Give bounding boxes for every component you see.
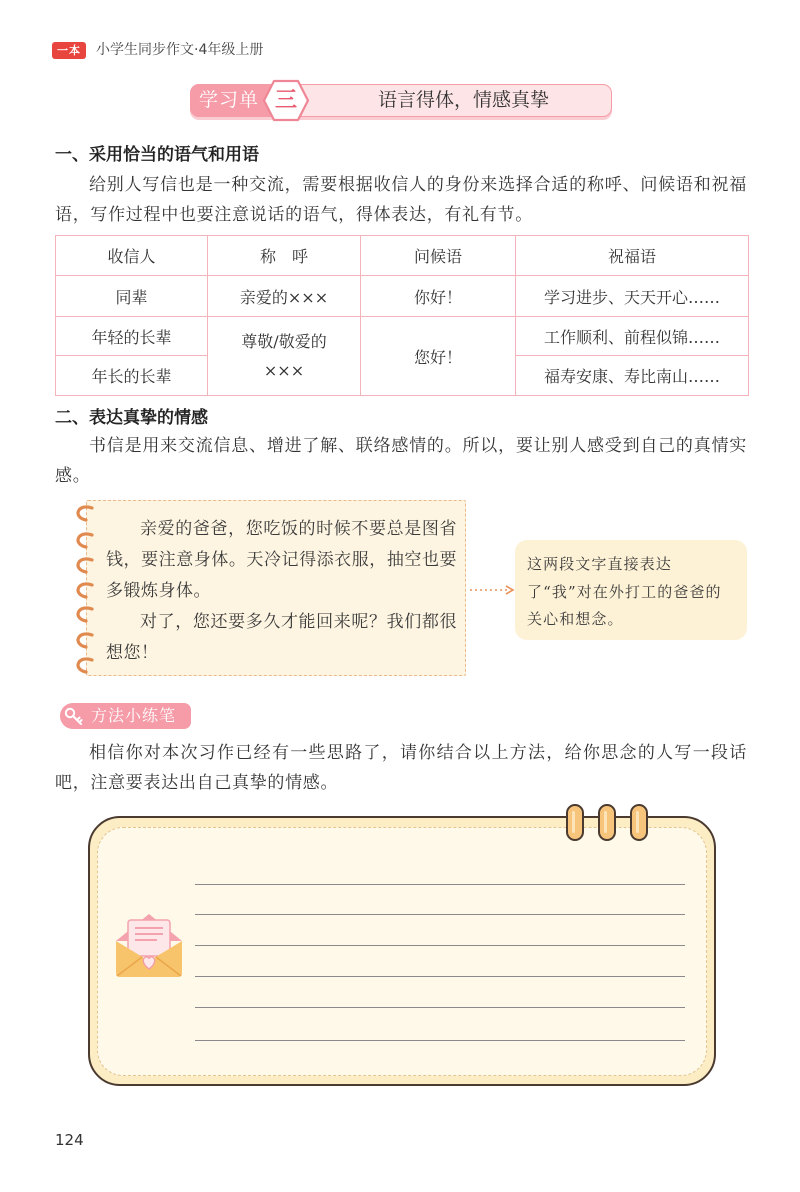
letter-phrases-table xyxy=(55,235,749,396)
spiral-coil xyxy=(78,534,92,547)
header-greeting: 问候语 xyxy=(361,236,516,276)
binder-clip xyxy=(566,804,584,841)
spiral-coil xyxy=(78,634,92,647)
section-heading-tone: 一、采用恰当的语气和用语 xyxy=(55,145,259,165)
cell-salutation-text: 尊敬/敬爱的××× xyxy=(241,332,327,380)
writing-line xyxy=(195,1007,685,1008)
practice-paragraph: 相信你对本次习作已经有一些思路了，请你结合以上方法，给你思念的人写一段话吧，注意要表达出自己真挚的情感。 xyxy=(55,743,747,793)
page-number: 124 xyxy=(55,1131,84,1149)
spiral-coil xyxy=(78,559,92,572)
section-paragraph-emotion: 书信是用来交流信息、增进了解、联络感情的。所以，要让别人感受到自己的真情实感。 xyxy=(55,436,747,486)
table-row xyxy=(56,276,749,317)
binder-clip xyxy=(598,804,616,841)
header-salutation: 称 呼 xyxy=(208,236,361,276)
header-blessing: 祝福语 xyxy=(516,236,749,276)
writing-pad-inner xyxy=(97,827,707,1076)
spiral-coil xyxy=(78,507,92,520)
cell-blessing: 福寿安康、寿比南山…… xyxy=(516,356,749,396)
writing-line xyxy=(195,884,685,885)
spiral-binding-icon xyxy=(66,500,100,676)
key-icon xyxy=(62,704,86,728)
annotation-note xyxy=(515,540,747,640)
cell-greeting: 您好！ xyxy=(361,317,516,396)
publisher-logo: 一本 xyxy=(52,42,86,59)
dotted-arrow-icon xyxy=(468,584,516,596)
example-letter-paragraph: 对了，您还要多久才能回来呢？我们都很想您！ xyxy=(106,612,457,663)
section-heading-emotion: 二、表达真挚的情感 xyxy=(55,408,208,428)
writing-line xyxy=(195,976,685,977)
cell-recipient: 年轻的长辈 xyxy=(56,317,208,356)
spiral-coil xyxy=(78,659,92,672)
table-row xyxy=(56,317,749,356)
cell-blessing: 学习进步、天天开心…… xyxy=(516,276,749,317)
page-title: 语言得体，情感真挚 xyxy=(378,89,550,111)
book-title: 小学生同步作文·4年级上册 xyxy=(96,42,264,58)
cell-recipient: 同辈 xyxy=(56,276,208,317)
writing-line xyxy=(195,1040,685,1041)
section-paragraph-tone: 给别人写信也是一种交流，需要根据收信人的身份来选择合适的称呼、问候语和祝福语，写作过程中也要注意说话的语气，得体表达，有礼有节。 xyxy=(55,175,747,225)
header-recipient: 收信人 xyxy=(56,236,208,276)
writing-line xyxy=(195,945,685,946)
envelope-heart-icon xyxy=(112,907,186,981)
example-letter-notebook xyxy=(86,500,466,676)
table-header-row xyxy=(56,236,749,276)
cell-recipient: 年长的长辈 xyxy=(56,356,208,396)
annotation-text: 这两段文字直接表达了“我”对在外打工的爸爸的关心和想念。 xyxy=(527,555,722,628)
cell-greeting: 你好！ xyxy=(361,276,516,317)
binder-clip xyxy=(630,804,648,841)
spiral-coil xyxy=(78,584,92,597)
cell-salutation: 亲爱的××× xyxy=(208,276,361,317)
writing-line xyxy=(195,914,685,915)
banner-tag: 学习单 xyxy=(190,84,276,117)
cell-blessing: 工作顺利、前程似锦…… xyxy=(516,317,749,356)
lesson-number: 三 xyxy=(274,88,297,113)
cell-salutation xyxy=(208,317,361,396)
example-letter-paragraph: 亲爱的爸爸，您吃饭的时候不要总是图省钱，要注意身体。天冷记得添衣服，抽空也要多锻炼身体。 xyxy=(106,519,457,601)
spiral-coil xyxy=(78,608,92,621)
practice-badge-label: 方法小练笔 xyxy=(91,706,177,725)
